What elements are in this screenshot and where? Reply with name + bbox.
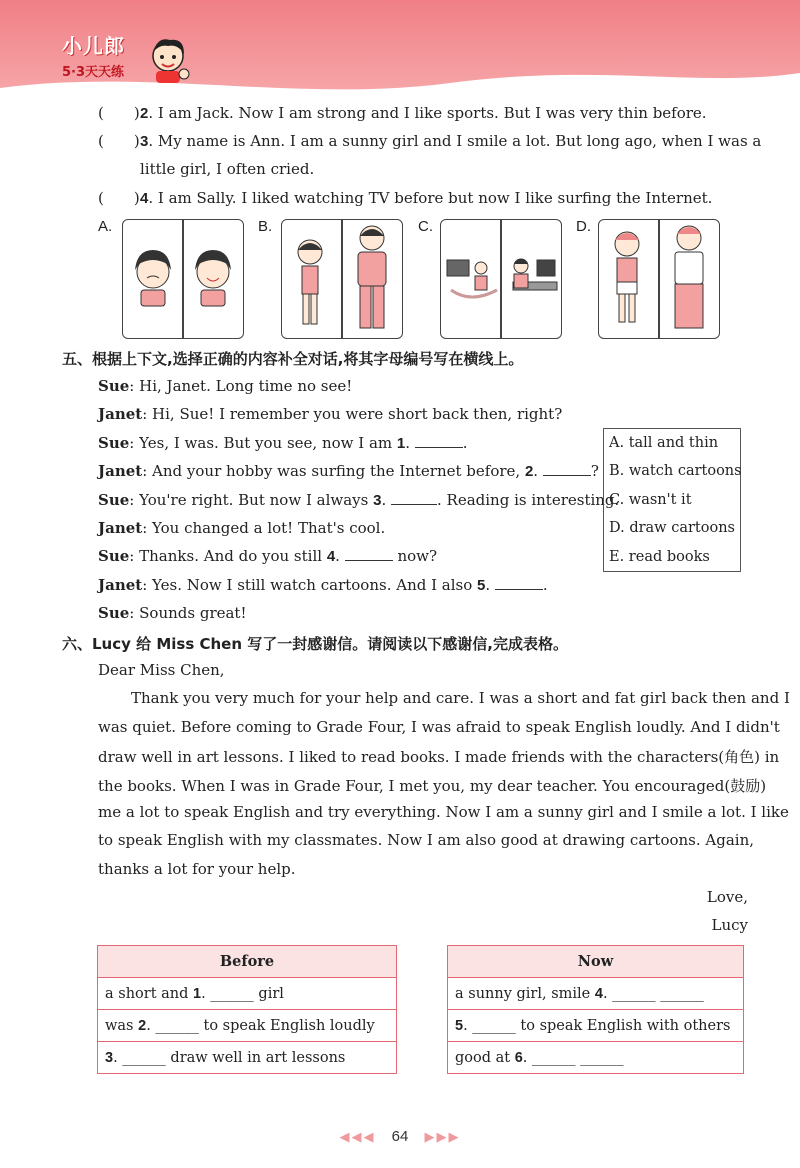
picture-a bbox=[122, 219, 244, 339]
answer-bracket-3[interactable]: ( ) bbox=[98, 132, 140, 150]
table-before-row-1[interactable]: a short and 1. ______ girl bbox=[98, 978, 397, 1010]
letter-line-3: draw well in art lessons. I liked to read books. I made friends with the characters(角色) in bbox=[98, 748, 780, 766]
letter-line-4: the books. When I was in Grade Four, I met you, my dear teacher. You encouraged(鼓励) bbox=[98, 777, 767, 795]
option-a: A. tall and thin bbox=[609, 435, 719, 451]
question-3: 3. My name is Ann. I am a sunny girl and I smile a lot. But long ago, when I was a bbox=[140, 132, 762, 150]
mascot-icon bbox=[148, 36, 190, 84]
picture-b bbox=[281, 219, 403, 339]
option-b: B. watch cartoons bbox=[609, 463, 742, 480]
question-2: 2. I am Jack. Now I am strong and I like sports. But I was very thin before. bbox=[140, 104, 707, 122]
blank-2[interactable] bbox=[543, 475, 591, 476]
letter-line-6: to speak English with my classmates. Now I am also good at drawing cartoons. Again, bbox=[98, 831, 755, 849]
table-now-row-2[interactable]: 5. ______ to speak English with others bbox=[448, 1010, 744, 1042]
picture-label-a: A. bbox=[98, 218, 113, 235]
letter-line-2: was quiet. Before coming to Grade Four, I was afraid to speak English loudly. And I didn't bbox=[98, 718, 780, 736]
blank-1[interactable] bbox=[415, 447, 463, 448]
blank-3[interactable] bbox=[391, 504, 437, 505]
options-box bbox=[603, 428, 741, 572]
brand-logo bbox=[62, 30, 125, 80]
picture-d bbox=[598, 219, 720, 339]
letter-line-7: thanks a lot for your help. bbox=[98, 860, 296, 878]
section-5-heading: 五、根据上下文,选择正确的内容补全对话,将其字母编号写在横线上。 bbox=[62, 350, 524, 368]
logo-title: 小儿郎 bbox=[62, 34, 125, 58]
table-before-row-3[interactable]: 3. ______ draw well in art lessons bbox=[98, 1042, 397, 1074]
dialogue-line-8: Janet: Yes. Now I still watch cartoons. And I also 5. . bbox=[98, 576, 548, 594]
next-arrows-icon: ▶▶▶ bbox=[424, 1129, 461, 1144]
answer-bracket-2[interactable]: ( ) bbox=[98, 104, 140, 122]
letter-signature: Lucy bbox=[711, 916, 748, 934]
table-before-row-2[interactable]: was 2. ______ to speak English loudly bbox=[98, 1010, 397, 1042]
dialogue-line-2: Janet: Hi, Sue! I remember you were short back then, right? bbox=[98, 405, 563, 423]
section-6-heading: 六、Lucy 给 Miss Chen 写了一封感谢信。请阅读以下感谢信,完成表格。 bbox=[62, 635, 568, 653]
page-footer bbox=[0, 1128, 800, 1145]
blank-5[interactable] bbox=[495, 589, 543, 590]
table-before bbox=[97, 945, 397, 1074]
table-now bbox=[447, 945, 744, 1074]
letter-closing: Love, bbox=[706, 888, 748, 906]
table-now-header: Now bbox=[448, 946, 744, 978]
question-3-cont: little girl, I often cried. bbox=[140, 160, 315, 178]
table-now-row-3[interactable]: good at 6. ______ ______ bbox=[448, 1042, 744, 1074]
letter-line-5: me a lot to speak English and try everything. Now I am a sunny girl and I smile a lot. I like bbox=[98, 803, 789, 821]
table-now-row-1[interactable]: a sunny girl, smile 4. ______ ______ bbox=[448, 978, 744, 1010]
picture-label-b: B. bbox=[258, 218, 273, 235]
dialogue-line-1: Sue: Hi, Janet. Long time no see! bbox=[98, 377, 353, 395]
blank-4[interactable] bbox=[345, 560, 393, 561]
dialogue-line-9: Sue: Sounds great! bbox=[98, 604, 247, 622]
option-e: E. read books bbox=[609, 548, 710, 565]
picture-c bbox=[440, 219, 562, 339]
dialogue-line-4: Janet: And your hobby was surfing the Internet before, 2. ? bbox=[98, 462, 599, 480]
option-c: C. wasn't it bbox=[609, 491, 692, 508]
picture-label-c: C. bbox=[418, 218, 433, 235]
table-before-header: Before bbox=[98, 946, 397, 978]
option-d: D. draw cartoons bbox=[609, 520, 735, 537]
page-number: 64 bbox=[391, 1128, 409, 1145]
question-4: 4. I am Sally. I liked watching TV before but now I like surfing the Internet. bbox=[140, 189, 713, 207]
letter-line-1: Thank you very much for your help and care. I was a short and fat girl back then and I bbox=[131, 689, 790, 707]
page-header bbox=[0, 0, 800, 90]
dialogue-line-5: Sue: You're right. But now I always 3. . Reading is interesting. bbox=[98, 491, 620, 509]
dialogue-line-6: Janet: You changed a lot! That's cool. bbox=[98, 519, 386, 537]
picture-label-d: D. bbox=[576, 218, 591, 235]
prev-arrows-icon: ◀◀◀ bbox=[339, 1129, 376, 1144]
logo-subtitle: 5·3天天练 bbox=[62, 65, 125, 80]
dialogue-line-3: Sue: Yes, I was. But you see, now I am 1. . bbox=[98, 434, 468, 452]
answer-bracket-4[interactable]: ( ) bbox=[98, 189, 140, 207]
letter-greeting: Dear Miss Chen, bbox=[98, 661, 225, 679]
dialogue-line-7: Sue: Thanks. And do you still 4. now? bbox=[98, 547, 438, 565]
